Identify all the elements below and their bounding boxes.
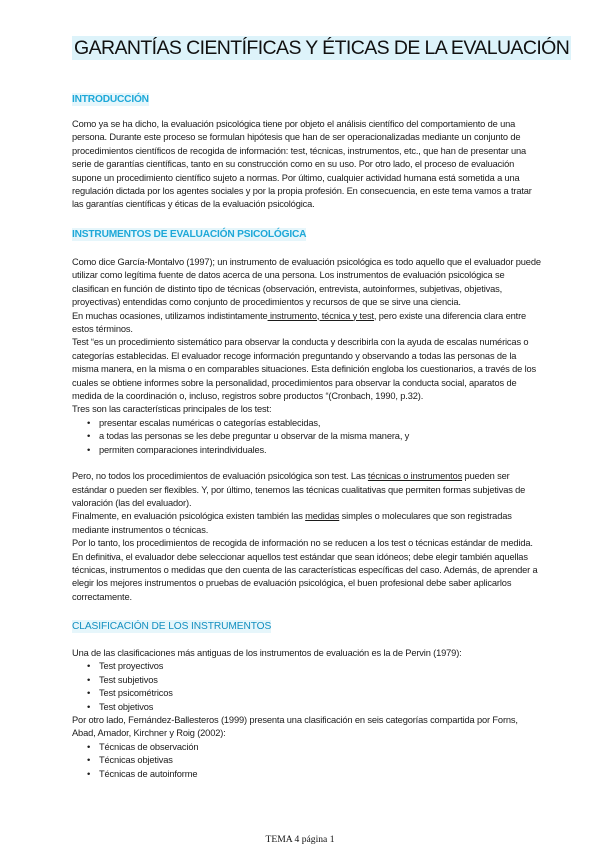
p5-text-end: pueden ser estándar o pueden ser flexibles. Y, por último, tenemos las técnicas cualitativas que permiten formas subjetivas de valoración (las del evaluador). [72, 471, 526, 508]
p6-text-start: Finalmente, en evaluación psicológica existen también las [72, 511, 306, 522]
classification-section [72, 647, 542, 781]
instruments-p6 [72, 510, 542, 537]
list-item: • Test subjetivos [72, 674, 542, 687]
p6-text-end: simples o moleculares que son registradas mediante instrumentos o técnicas. [72, 511, 512, 535]
instruments-p7: Por lo tanto, los procedimientos de recogida de información no se reducen a los test o técnicas estándar de medida. En definitiva, el evaluador debe seleccionar aquellos test estándar que sean idóneos; debe elegir también aquellas técnicas, instrumentos o medidas que den cuenta de las características específicas del caso. Además, de aprender a elegir los mejores instrumentos o pruebas de evaluación psicológica, el buen profesional debe saber aplicarlos correctamente. [72, 538, 538, 602]
list-item: • permiten comparaciones interindividuales. [72, 444, 542, 457]
pervin-list [72, 660, 542, 714]
p6-underlined: medidas [305, 511, 340, 522]
list-item: • Test objetivos [72, 701, 542, 714]
instruments-p1: Como dice García-Montalvo (1997); un instrumento de evaluación psicológica es todo aquello que el evaluador puede utilizar como legítima fuente de datos acerca de una persona. Los instrumentos de evaluación psicológica se clasifican en función de distinto tipo de técnicas (observación, entrevista, autoinformes, subjetivas, objetivas, proyectivas) entendidas como conjunto de procedimientos y recursos de que se sirve una ciencia. [72, 257, 541, 308]
list-item: • Técnicas objetivas [72, 754, 542, 767]
instruments-p2 [72, 310, 542, 337]
intro-paragraph [72, 118, 542, 212]
list-item: • Test proyectivos [72, 660, 542, 673]
list-item: • Test psicométricos [72, 687, 542, 700]
intro-heading: INTRODUCCIÓN [72, 94, 149, 105]
classification-heading: CLASIFICACIÓN DE LOS INSTRUMENTOS [72, 621, 272, 632]
p2-underlined: instrumento, técnica y test, [267, 310, 377, 321]
list-item: • presentar escalas numéricas o categorías establecidas, [72, 417, 542, 430]
p5-text-start: Pero, no todos los procedimientos de evaluación psicológica son test. Las [72, 471, 368, 482]
list-item: • Técnicas de autoinforme [72, 768, 542, 781]
page-title: GARANTÍAS CIENTÍFICAS Y ÉTICAS DE LA EVALUACIÓN [74, 37, 570, 59]
instruments-p4: Tres son las características principales de los test: [72, 404, 272, 415]
intro-text: Como ya se ha dicho, la evaluación psicológica tiene por objeto el análisis científico del comportamiento de una persona. Durante este proceso se formulan hipótesis que han de ser operacionalizadas mediante un conjunto de procedimientos científicos de recogida de información: test, técnicas, instrumentos, etc., que han de presentar una serie de garantías científicas, tanto en su construcción como en su uso. Por otro lado, el proceso de evaluación supone un procedimiento científico sujeto a normas. Por último, cualquier actividad humana está sometida a una regulación dictada por los agentes sociales y por la propia profesión. En consecuencia, en este tema vamos a tratar las garantías científicas y éticas de la evaluación psicológica. [72, 119, 532, 210]
test-features-list [72, 417, 542, 457]
list-item: • Técnicas de observación [72, 741, 542, 754]
instruments-p5 [72, 470, 542, 510]
classification-p1: Una de las clasificaciones más antiguas de los instrumentos de evaluación es la de Pervin (1979): [72, 648, 462, 658]
p5-underlined: técnicas o instrumentos [367, 471, 463, 482]
p2-text-end: pero existe una diferencia clara entre estos términos. [72, 310, 527, 335]
instruments-p3: Test “es un procedimiento sistemático para observar la conducta y describirla con la ayuda de escalas numéricas o categorías establecidas. El evaluador recoge información preguntando y observando a todas las personas de la misma manera, en la misma o en comparables situaciones. Esta definición engloba los cuestionarios, a través de los cuales se obtiene informes sobre la personalidad, procedimientos para observar la conducta social, aparatos de medida de la coordinación o, incluso, registros sobre productos “(Cronbach, 1990, p.32). [72, 337, 537, 402]
instruments-heading: INSTRUMENTOS DE EVALUACIÓN PSICOLÓGICA [72, 229, 307, 240]
classification-p2: Por otro lado, Fernández-Ballesteros (1999) presenta una clasificación en seis categorías compartida por Forns, Abad, Amador, Kirchner y Roig (2002): [72, 715, 518, 739]
instruments-section [72, 256, 542, 604]
fb-list [72, 741, 542, 781]
list-item: • a todas las personas se les debe preguntar u observar de la misma manera, y [72, 430, 542, 443]
page-footer: TEMA 4 página 1 [265, 834, 335, 845]
p2-text-start: En muchas ocasiones, utilizamos indistintamente [72, 310, 268, 321]
